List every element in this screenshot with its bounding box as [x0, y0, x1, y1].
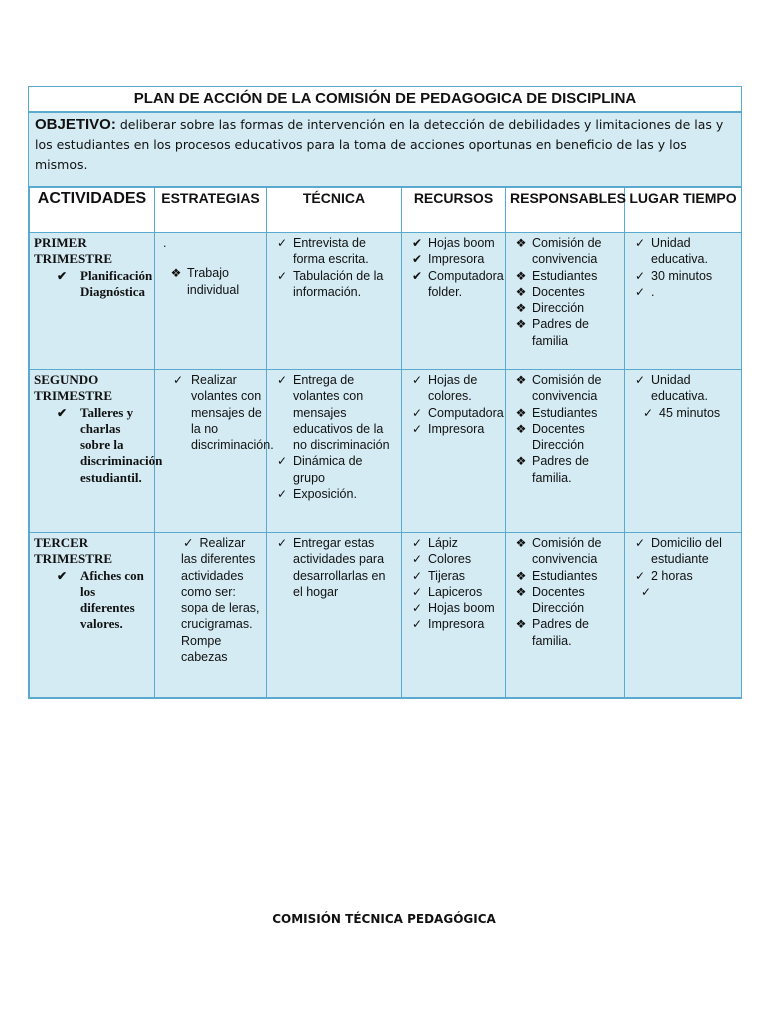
diamond-bullet-icon: ❖ [515, 568, 527, 583]
list-item: ✓ Unidad educativa. [629, 372, 737, 405]
lugar-tiempo-cell [625, 533, 742, 698]
check-icon: ✓ [411, 601, 423, 616]
check-icon: ✔ [411, 268, 423, 283]
list-item: ✓ Realizar las diferentes actividades como ser: sopa de leras, crucigramas. Rompe cabezas [181, 536, 260, 665]
list-item: ✔ Impresora [406, 251, 501, 267]
list-item: ✓ Hojas boom [406, 600, 501, 616]
diamond-bullet-icon: ❖ [515, 421, 527, 436]
check-icon: ✓ [411, 617, 423, 632]
check-icon: ✓ [642, 405, 654, 420]
list-item: ❖ Padres de familia. [510, 616, 620, 649]
list-item: ✓ 45 minutos [637, 405, 737, 421]
list-item: ✔ Planificación Diagnóstica [54, 268, 150, 301]
periodo-label: SEGUNDO TRIMESTRE [34, 372, 113, 404]
recursos-cell [402, 370, 506, 533]
check-icon: ✔ [56, 405, 68, 420]
list-item: ✓ Domicilio del estudiante [629, 535, 737, 568]
check-icon: ✓ [411, 421, 423, 436]
lugar-tiempo-cell [625, 233, 742, 370]
objective-label: OBJETIVO: [35, 116, 116, 133]
actividad-cell [30, 233, 155, 370]
list-item: ✔ Afiches con los diferentes valores. [54, 568, 150, 633]
header-responsables: RESPONSABLES [506, 188, 625, 233]
diamond-bullet-icon: ❖ [515, 317, 527, 332]
responsables-cell [506, 370, 625, 533]
lugar-tiempo-cell [625, 370, 742, 533]
action-plan-table [29, 187, 742, 698]
list-item: ✓ Entrega de volantes con mensajes educativos de la no discriminación [271, 372, 397, 453]
estrategias-cell [155, 233, 267, 370]
diamond-bullet-icon: ❖ [170, 266, 182, 281]
list-item: ❖ Estudiantes [510, 268, 620, 284]
recursos-cell [402, 533, 506, 698]
check-icon: ✓ [634, 373, 646, 387]
list-item: ✓ Dinámica de grupo [271, 453, 397, 486]
tecnica-cell [267, 233, 402, 370]
list-item: ✓ Entregar estas actividades para desarrollarlas en el hogar [271, 535, 397, 600]
check-icon: ✓ [640, 584, 652, 599]
check-icon: ✓ [634, 536, 646, 550]
check-icon: ✓ [276, 236, 288, 250]
check-icon: ✓ [276, 268, 288, 283]
check-icon: ✓ [411, 373, 423, 387]
diamond-bullet-icon: ❖ [515, 373, 527, 387]
list-item: ❖ Padres de familia. [510, 453, 620, 486]
objective-section [29, 113, 741, 187]
list-item: ✓ . [629, 284, 737, 300]
list-item: ✓ Lapiceros [406, 584, 501, 600]
periodo-label: PRIMER TRIMESTRE [34, 235, 113, 267]
list-item: ❖ Docentes Dirección [510, 421, 620, 454]
diamond-bullet-icon: ❖ [515, 268, 527, 283]
table-row [30, 370, 742, 533]
bullet-dot: . [163, 236, 167, 250]
list-item: ✓ Lápiz [406, 535, 501, 551]
list-item: ✓ Unidad educativa. [629, 235, 737, 268]
diamond-bullet-icon: ❖ [515, 617, 527, 632]
check-icon: ✓ [183, 536, 194, 550]
check-icon: ✔ [56, 568, 68, 583]
table-row [30, 533, 742, 698]
actividad-cell [30, 370, 163, 533]
list-item: ❖ Trabajo individual [165, 265, 262, 298]
diamond-bullet-icon: ❖ [515, 236, 527, 250]
action-plan-document [28, 86, 742, 699]
tecnica-cell [267, 533, 402, 698]
list-item: ✓ 2 horas [629, 568, 737, 584]
check-icon: ✓ [634, 568, 646, 583]
list-item: ✓ Impresora [406, 616, 501, 632]
list-item: ✓ Tabulación de la información. [271, 268, 397, 301]
check-icon: ✓ [276, 373, 288, 387]
header-estrategias: ESTRATEGIAS [155, 188, 267, 233]
list-item: ❖ Dirección [510, 300, 620, 316]
check-icon: ✓ [411, 536, 423, 550]
periodo-label: TERCER TRIMESTRE [34, 535, 113, 567]
check-icon: ✓ [634, 268, 646, 283]
list-item: ❖ Padres de familia [510, 316, 620, 349]
list-item: ✓ Exposición. [271, 486, 397, 502]
check-icon: ✓ [172, 373, 184, 387]
check-icon: ✓ [634, 284, 646, 299]
list-item: ❖ Docentes [510, 284, 620, 300]
list-item: ✓ Realizar volantes con mensajes de la no discriminación. [167, 372, 262, 453]
list-item: ❖ Comisión de convivencia [510, 535, 620, 568]
document-title: PLAN DE ACCIÓN DE LA COMISIÓN DE PEDAGOGICA DE DISCIPLINA [29, 87, 741, 113]
diamond-bullet-icon: ❖ [515, 301, 527, 316]
estrategias-cell [155, 370, 274, 533]
check-icon: ✓ [634, 236, 646, 250]
tecnica-cell [267, 370, 402, 533]
header-recursos: RECURSOS [402, 188, 506, 233]
diamond-bullet-icon: ❖ [515, 584, 527, 599]
objective-text: deliberar sobre las formas de intervención en la detección de debilidades y limitaciones de las y los estudiantes en los procesos educativos para la toma de acciones oportunas en beneficio de las y los mismos. [35, 117, 724, 172]
list-item: ✓ 30 minutos [629, 268, 737, 284]
list-item: ❖ Estudiantes [510, 568, 620, 584]
list-item: ✓ Tijeras [406, 568, 501, 584]
check-icon: ✓ [411, 405, 423, 420]
list-item: ✓ Impresora [406, 421, 501, 437]
diamond-bullet-icon: ❖ [515, 536, 527, 550]
check-icon: ✔ [56, 268, 68, 283]
responsables-cell [506, 533, 625, 698]
list-item: ❖ Docentes Dirección [510, 584, 620, 617]
diamond-bullet-icon: ❖ [515, 454, 527, 469]
check-icon: ✓ [276, 536, 288, 550]
list-item: ❖ Comisión de convivencia [510, 372, 620, 405]
check-icon: ✓ [411, 568, 423, 583]
check-icon: ✓ [276, 454, 288, 469]
list-item: ❖ Comisión de convivencia [510, 235, 620, 268]
list-item: ✓ Colores [406, 551, 501, 567]
responsables-cell [506, 233, 625, 370]
check-icon: ✓ [276, 487, 288, 502]
estrategias-cell [155, 533, 267, 698]
list-item: ✔ Hojas boom [406, 235, 501, 251]
list-item: ✓ Computadora [406, 405, 501, 421]
check-icon: ✔ [411, 252, 423, 267]
header-lugar-tiempo: LUGAR TIEMPO [625, 188, 742, 233]
check-icon: ✓ [411, 584, 423, 599]
actividad-cell [30, 533, 155, 698]
list-item: ✔ Talleres y charlas sobre la discriminación estudiantil. [54, 405, 150, 486]
list-item: ❖ Estudiantes [510, 405, 620, 421]
check-icon: ✓ [411, 552, 423, 567]
check-icon: ✔ [411, 236, 423, 250]
list-item: ✓ Hojas de colores. [406, 372, 501, 405]
recursos-cell [402, 233, 506, 370]
footer-signature: COMISIÓN TÉCNICA PEDAGÓGICA [272, 912, 496, 926]
diamond-bullet-icon: ❖ [515, 405, 527, 420]
header-tecnica: TÉCNICA [267, 188, 402, 233]
table-header-row [30, 188, 742, 233]
table-row [30, 233, 742, 370]
list-item: ✓ Entrevista de forma escrita. [271, 235, 397, 268]
header-actividades: ACTIVIDADES [30, 188, 155, 233]
diamond-bullet-icon: ❖ [515, 284, 527, 299]
list-item: ✔ Computadora folder. [406, 268, 501, 301]
